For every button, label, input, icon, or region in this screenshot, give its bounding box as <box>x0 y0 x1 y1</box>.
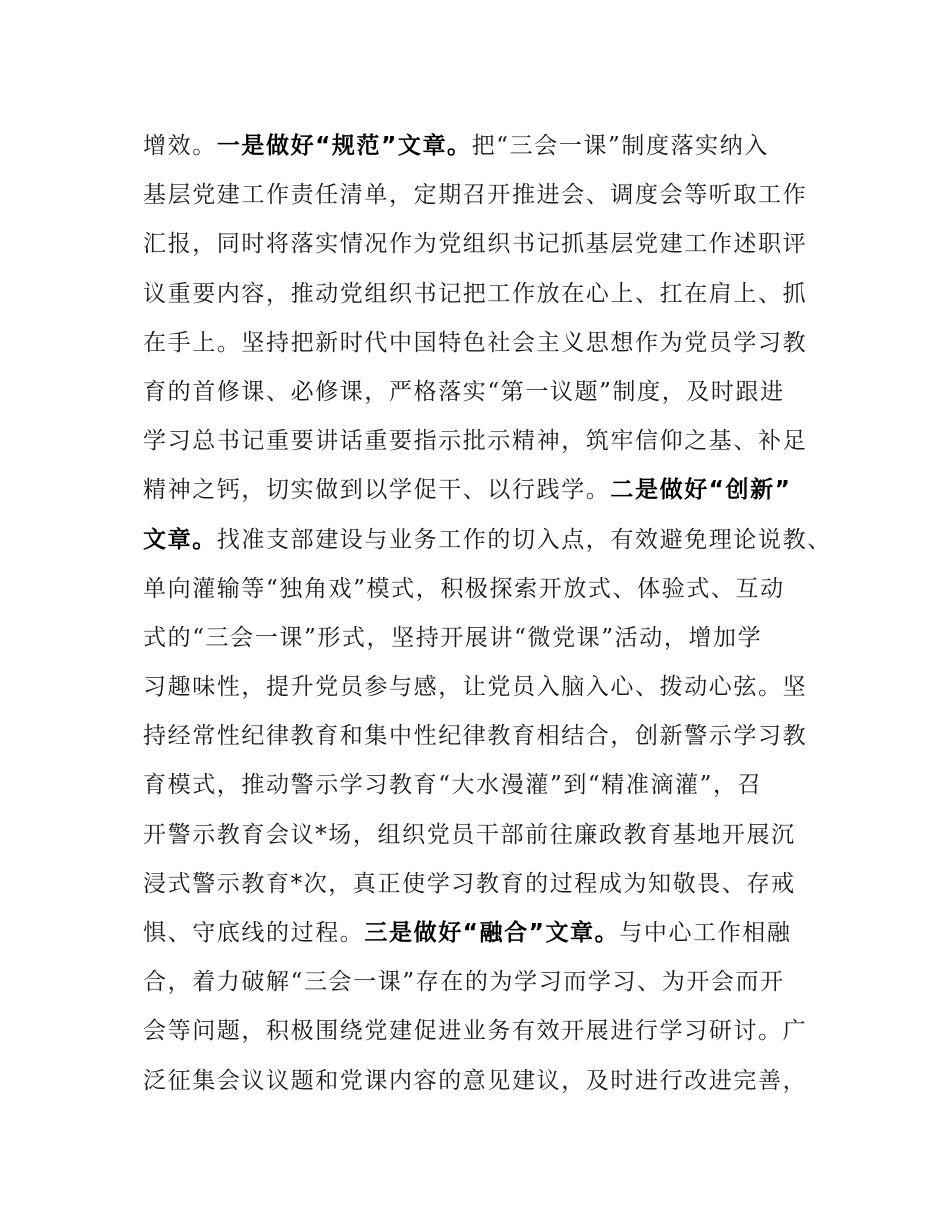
bold-heading-text: 三是做好“融合”文章。 <box>364 920 620 946</box>
body-text: 惧、守底线的过程。 <box>143 920 365 946</box>
text-line <box>143 663 833 712</box>
body-text: 式的“三会一课”形式，坚持开展讲“微党课”活动，增加学 <box>143 624 763 651</box>
text-line <box>143 122 833 171</box>
text-line <box>143 368 833 417</box>
body-text: 单向灌输等“独角戏”模式，积极探索开放式、体验式、互动 <box>143 575 785 602</box>
bold-heading-text: 二是做好“创新” <box>610 477 792 504</box>
body-text: 持经常性纪律教育和集中性纪律教育相结合，创新警示学习教 <box>143 723 808 750</box>
text-line <box>143 417 833 466</box>
text-line <box>143 1007 833 1056</box>
text-line <box>143 909 833 958</box>
text-line <box>143 220 833 269</box>
text-line <box>143 516 833 565</box>
body-text: 习趣味性，提升党员参与感，让党员入脑入心、拨动心弦。坚 <box>143 674 808 701</box>
body-text: 泛征集会议议题和党课内容的意见建议，及时进行改进完善， <box>143 1067 808 1094</box>
body-text: 找准支部建设与业务工作的切入点，有效避免理论说教、 <box>216 526 832 553</box>
body-text: 开警示教育会议*场，组织党员干部前往廉政教育基地开展沉 <box>143 821 796 848</box>
body-text: 与中心工作相融 <box>619 920 792 946</box>
text-line <box>143 761 833 810</box>
body-text: 会等问题，积极围绕党建促进业务有效开展进行学习研讨。广 <box>143 1018 808 1045</box>
body-text: 精神之钙，切实做到以学促干、以行践学。 <box>143 477 611 504</box>
body-text: 合，着力破解“三会一课”存在的为学习而学习、为开会而开 <box>143 969 785 996</box>
body-text: 育的首修课、必修课，严格落实“第一议题”制度，及时跟进 <box>143 378 785 405</box>
body-text: 把“三会一课”制度落实纳入 <box>471 133 769 159</box>
text-line <box>143 860 833 909</box>
body-text: 汇报，同时将落实情况作为党组织书记抓基层党建工作述职评 <box>143 231 808 258</box>
body-text: 育模式，推动警示学习教育“大水漫灌”到“精准滴灌”，召 <box>143 772 763 799</box>
text-line <box>143 319 833 368</box>
text-line <box>143 958 833 1007</box>
text-line <box>143 614 833 663</box>
body-text: 学习总书记重要讲话重要指示批示精神，筑牢信仰之基、补足 <box>143 428 808 455</box>
text-line <box>143 712 833 761</box>
text-line <box>143 565 833 614</box>
body-text: 议重要内容，推动党组织书记把工作放在心上、扛在肩上、抓 <box>143 280 808 307</box>
body-text: 基层党建工作责任清单，定期召开推进会、调度会等听取工作 <box>143 182 808 209</box>
bold-heading-text: 文章。 <box>143 526 217 553</box>
body-text: 在手上。坚持把新时代中国特色社会主义思想作为党员学习教 <box>143 329 808 356</box>
text-line <box>143 466 833 515</box>
body-paragraph <box>143 122 833 1106</box>
text-line <box>143 171 833 220</box>
body-text: 浸式警示教育*次，真正使学习教育的过程成为知敬畏、存戒 <box>143 870 796 897</box>
text-line <box>143 1057 833 1106</box>
body-text: 增效。 <box>143 133 217 159</box>
bold-heading-text: 一是做好“规范”文章。 <box>216 133 472 159</box>
text-line <box>143 270 833 319</box>
text-line <box>143 811 833 860</box>
